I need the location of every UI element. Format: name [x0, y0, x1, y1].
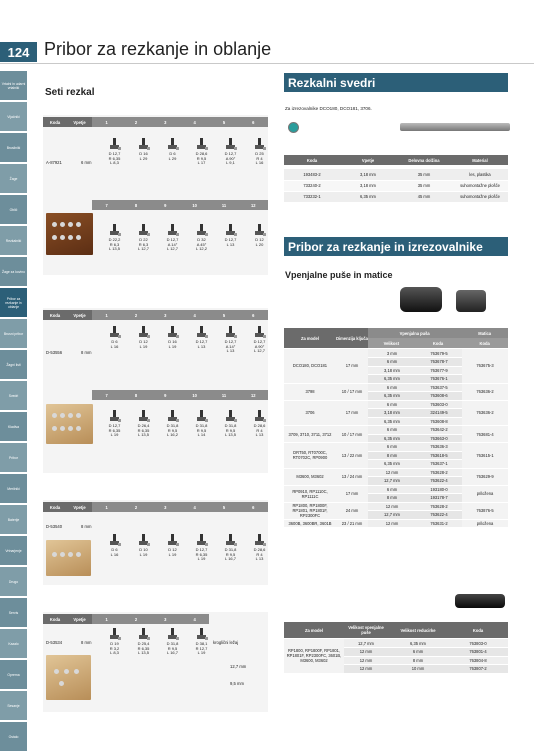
router-bit-icon — [225, 224, 237, 236]
bit-dimension: D 22 — [139, 237, 148, 242]
router-bit-profile — [216, 224, 245, 252]
router-bit-icon — [109, 224, 121, 236]
sidebar-tab[interactable] — [0, 628, 27, 658]
table-row: 193483-2 3,18 mm 35 mm les, plastika — [284, 169, 508, 180]
bits-table-body — [284, 169, 508, 203]
bit-dimension: R 4 — [256, 155, 263, 161]
bit-dimension: D 12,7 — [108, 151, 121, 156]
table-row: 6,35 mm 763608-8 — [284, 417, 508, 426]
router-bit-set-photo — [46, 540, 91, 576]
router-bit-profile — [216, 138, 245, 166]
router-bit-profile — [216, 410, 245, 438]
bit-dimension: L 19 — [197, 650, 206, 656]
sidebar-tab-label: Žage — [9, 176, 18, 181]
router-bit-icon — [225, 326, 237, 338]
table-row: 8 mm 763618-5 — [284, 451, 508, 460]
bit-dimension: L 13,5 — [138, 432, 149, 438]
bit-dimension: L 8,3 — [110, 650, 119, 656]
router-bit-icon — [196, 138, 208, 150]
sidebar-tab-label: Vrtalni in udarni vrtalniki — [1, 81, 26, 90]
table-row: RP1800, RP1800F, RP1801, RP1801F, RP2300FC, 3601B, M3600, M3602 12,7 mm 6,35 mm 763803-0 — [284, 639, 508, 648]
table-row: M3600, M3602 13 / 24 mm 12 mm 763628-2 763629-9 — [284, 468, 508, 477]
page-title: Pribor za rezkanje in oblanje — [44, 39, 272, 59]
table-row: 6,35 mm 763608-6 — [284, 392, 508, 401]
router-bit-profile — [245, 410, 274, 438]
profile-row — [100, 326, 274, 354]
router-bit-profile — [158, 410, 187, 438]
section-note: Za izrezovalnike DCO180, DCO181, 3706. — [285, 106, 372, 111]
bit-dimension: L 12,7 — [167, 246, 178, 252]
router-bit-profile — [187, 138, 216, 166]
bit-dimension: L 12,7 — [138, 246, 149, 252]
sidebar-nav — [0, 70, 28, 755]
router-bit-profile — [129, 628, 158, 656]
bit-dimension: R 6,3 — [138, 241, 149, 247]
sidebar-tab[interactable] — [0, 380, 27, 410]
router-bit-profile — [100, 224, 129, 252]
router-bit-profile — [100, 138, 129, 166]
router-bit-profile — [187, 410, 216, 438]
sidebar-tab[interactable] — [0, 163, 27, 193]
bit-dimension: L 19 — [168, 343, 177, 349]
sidebar-tab-label: Oprema — [7, 672, 20, 677]
sidebar-tab-label: Oblič — [9, 207, 18, 212]
router-bit-icon — [196, 224, 208, 236]
bit-dimension: D 10 — [139, 547, 148, 552]
bit-dimension: A 14° — [167, 241, 178, 247]
table-row: 3,18 mm 324149-5 — [284, 409, 508, 418]
collet-table-body — [284, 349, 508, 528]
bit-dimension: L 13,5 — [138, 650, 149, 656]
router-bit-icon — [167, 410, 179, 422]
table-row: 6 mm 763678-7 — [284, 358, 508, 367]
set-shank: 8 mm — [81, 524, 92, 529]
set-code: D-53556 — [46, 350, 63, 355]
sidebar-tab[interactable] — [0, 318, 27, 348]
nut-image — [456, 290, 486, 312]
bit-dimension: D 25 — [255, 151, 264, 156]
sidebar-tab[interactable] — [0, 659, 27, 689]
bit-dimension: L 19 — [139, 343, 148, 349]
drill-bit-image — [400, 123, 510, 131]
table-header: Koda Vpetje 1 2 3 4 5 6 — [43, 502, 268, 512]
sidebar-tab-label: Ostalo — [8, 734, 19, 739]
table-row: 8 mm 193178-7 — [284, 494, 508, 503]
router-bit-icon — [138, 326, 150, 338]
bit-dimension: A 45° — [196, 241, 207, 247]
sidebar-tab-label: Rezkalniki — [5, 238, 22, 243]
sidebar-tab-label: Servis — [8, 610, 19, 615]
bit-dimension: D 12,7 — [195, 339, 208, 344]
router-bit-icon — [196, 410, 208, 422]
bit-dimension: L 20 — [255, 241, 264, 247]
bit-dimension: R 4 — [256, 427, 263, 433]
router-bit-profile — [129, 138, 158, 166]
table-row: DRT50, RT0700C, RT0702C, RP0900 13 / 22 mm 6 mm 763636-3 763615-1 — [284, 443, 508, 452]
bit-dimension: R 6,35 — [195, 551, 208, 557]
table-row: 6,35 mm 763676-1 — [284, 375, 508, 384]
section-subhead: Vpenjalne puše in matice — [285, 270, 393, 280]
router-bit-profile — [158, 224, 187, 252]
title-divider — [0, 63, 534, 64]
router-bit-icon — [167, 138, 179, 150]
bit-dimension: D 16 — [139, 151, 148, 156]
bit-dimension: D 6 — [169, 151, 176, 156]
bit-dimension: D 12,7 — [224, 339, 237, 344]
router-bit-profile — [187, 534, 216, 562]
table-row: 733232-1 6,35 mm 45 mm suhomontažne plošče — [284, 191, 508, 202]
router-bit-icon — [109, 628, 121, 640]
table-row: 6,35 mm 763637-1 — [284, 460, 508, 469]
bearing-label: kroglični ležaj — [213, 640, 239, 645]
sidebar-tab[interactable] — [0, 690, 27, 720]
sidebar-tab[interactable] — [0, 566, 27, 596]
bit-dimension: D 31,8 — [195, 423, 208, 428]
router-bit-icon — [109, 534, 121, 546]
router-bit-profile — [129, 534, 158, 562]
bit-dimension: L 13 — [226, 348, 235, 354]
set-code: A-87921 — [46, 160, 62, 165]
section-banner: Pribor za rezkanje in izrezovalnike — [284, 237, 508, 256]
bit-dimension: L 17 — [197, 160, 206, 166]
bit-dimension: D 31,8 — [224, 547, 237, 552]
router-bit-icon — [109, 326, 121, 338]
router-bit-icon — [254, 138, 266, 150]
router-bit-profile — [216, 326, 245, 354]
bit-dimension: R 12,7 — [195, 645, 208, 651]
router-bit-profile — [129, 224, 158, 252]
material-swatch — [288, 122, 299, 133]
page-number: 124 — [0, 42, 37, 62]
sidebar-tab-label: Baterije — [7, 517, 20, 522]
bit-dimension: L 9,1 — [226, 160, 235, 166]
router-bit-icon — [196, 628, 208, 640]
router-bit-icon — [225, 410, 237, 422]
sidebar-tab[interactable] — [0, 349, 27, 379]
table-row: 3600B, 3600BR, 3601B 23 / 21 mm 12 mm 763631-2 priložena — [284, 519, 508, 528]
bit-dimension: D 28,6 — [253, 547, 266, 552]
bit-dimension: L 16 — [110, 343, 119, 349]
router-bit-set-photo — [46, 404, 93, 444]
sidebar-tab[interactable] — [0, 721, 27, 751]
bit-dimension: D 28,6 — [195, 151, 208, 156]
router-bit-profile — [158, 326, 187, 354]
bit-dimension: L 12,2 — [196, 246, 207, 252]
bit-dimension: D 16 — [168, 339, 177, 344]
router-bit-icon — [167, 628, 179, 640]
router-bit-icon — [196, 534, 208, 546]
router-bit-profile — [187, 224, 216, 252]
router-bit-icon — [254, 410, 266, 422]
sidebar-tab[interactable] — [0, 225, 27, 255]
bit-dimension: D 12 — [255, 237, 264, 242]
sidebar-tab-label: Drugo — [8, 579, 19, 584]
collet-image — [400, 287, 442, 312]
bit-dimension: L 16,7 — [167, 650, 178, 656]
bit-dimension: D 12 — [168, 547, 177, 552]
bit-dimension: L 8,3 — [110, 160, 119, 166]
router-bit-icon — [138, 224, 150, 236]
sidebar-tab-label: Kazalo — [8, 641, 19, 646]
bit-dimension: D 12,7 — [195, 547, 208, 552]
set-shank: 6 mm — [81, 160, 92, 165]
router-bit-icon — [138, 410, 150, 422]
router-bit-icon — [167, 534, 179, 546]
table-subheader: 7 8 9 10 11 12 — [92, 390, 268, 400]
bit-dimension: L 29 — [139, 155, 148, 161]
table-header: Koda Vpetje 1 2 3 4 5 6 — [43, 117, 268, 127]
set-code: D-53534 — [46, 640, 63, 645]
router-bit-profile — [245, 326, 274, 354]
bit-dimension: D 26,4 — [137, 423, 150, 428]
router-bit-profile — [245, 534, 274, 562]
collet-table-header: Za model Dimenzija ključa Vpenjalna puša Matica Velikost Koda Koda — [284, 328, 508, 348]
sidebar-tab[interactable] — [0, 70, 27, 100]
bit-dimension: D 25,4 — [137, 641, 150, 646]
profile-row — [100, 410, 274, 438]
router-bit-icon — [167, 326, 179, 338]
router-bit-profile — [129, 326, 158, 354]
sidebar-tab[interactable] — [0, 411, 27, 441]
bit-dimension: D 22,2 — [108, 237, 121, 242]
sidebar-tab[interactable] — [0, 473, 27, 503]
bit-dimension: L 19 — [168, 551, 177, 557]
table-row: 12 mm 6 mm 763801-4 — [284, 648, 508, 657]
router-bit-icon — [254, 326, 266, 338]
router-bit-icon — [196, 326, 208, 338]
sidebar-tab[interactable] — [0, 597, 27, 627]
router-bit-icon — [138, 534, 150, 546]
sidebar-tab[interactable] — [0, 287, 27, 317]
router-bit-profile — [187, 628, 216, 656]
bit-dimension: D 12,7 — [166, 237, 179, 242]
sidebar-tab-label: Pribor — [8, 455, 19, 460]
bit-dimension: L 16,2 — [167, 432, 178, 438]
bit-dimension: R 6,35 — [108, 427, 121, 433]
table-row: DCO180, DCO181 17 mm 3 mm 763679-5 763675-3 — [284, 349, 508, 358]
bit-dimension: D 12,7 — [224, 237, 237, 242]
bit-dimension: L 13,5 — [225, 432, 236, 438]
bit-dimension: R 9,5 — [196, 427, 207, 433]
bit-dimension: A 90° — [254, 343, 265, 349]
section-banner: Rezkalni svedri — [284, 73, 508, 92]
bit-dimension: D 31,8 — [224, 423, 237, 428]
reducer-image — [455, 594, 505, 608]
router-bit-icon — [138, 628, 150, 640]
bearing-dim: 9,5 mm — [230, 681, 244, 686]
router-bit-icon — [254, 534, 266, 546]
bit-dimension: L 13 — [255, 556, 264, 562]
bit-dimension: L 19 — [110, 432, 119, 438]
set-shank: 8 mm — [81, 640, 92, 645]
table-row: 12,7 mm 763622-4 — [284, 477, 508, 486]
bit-dimension: R 4 — [256, 551, 263, 557]
router-bit-profile — [129, 410, 158, 438]
reducer-table-body — [284, 639, 508, 674]
sidebar-tab-label: Brusilniki — [6, 145, 21, 150]
sidebar-tab[interactable] — [0, 256, 27, 286]
bit-dimension: L 13 — [197, 343, 206, 349]
set-code: D-53540 — [46, 524, 63, 529]
bit-dimension: D 19 — [110, 641, 119, 646]
bit-dimension: L 13,5 — [109, 246, 120, 252]
bit-dimension: R 9,5 — [225, 427, 236, 433]
router-bit-set-photo — [46, 655, 91, 700]
bit-dimension: L 16 — [110, 551, 119, 557]
router-bit-icon — [167, 224, 179, 236]
bit-dimension: L 19 — [197, 556, 206, 562]
router-bit-profile — [100, 534, 129, 562]
sidebar-tab-label: Merilniki — [7, 486, 20, 491]
section-title: Seti rezkal — [45, 87, 95, 98]
profile-row — [100, 628, 216, 656]
router-bit-profile — [187, 326, 216, 354]
set-shank: 8 mm — [81, 350, 92, 355]
profile-row — [100, 534, 274, 562]
bit-dimension: D 38,1 — [195, 641, 208, 646]
bit-dimension: R 9,5 — [196, 155, 207, 161]
sidebar-tab[interactable] — [0, 132, 27, 162]
bit-dimension: R 3,2 — [109, 645, 120, 651]
sidebar-tab-label: Svedri — [8, 393, 19, 398]
router-bit-icon — [138, 138, 150, 150]
sidebar-tab-label: Pribor za rezkanje in oblanje — [5, 296, 22, 309]
table-row: 12 mm 10 mm 763807-2 — [284, 665, 508, 674]
router-bit-profile — [100, 410, 129, 438]
router-bit-icon — [225, 534, 237, 546]
bit-dimension: D 31,8 — [166, 641, 179, 646]
bit-dimension: A 90° — [225, 155, 236, 161]
table-row: 733240-2 3,18 mm 35 mm suhomontažne plošče — [284, 180, 508, 191]
sidebar-tab[interactable] — [0, 442, 27, 472]
bit-dimension: R 6,3 — [109, 241, 120, 247]
bearing-dim: 12,7 mm — [230, 664, 247, 669]
bit-dimension: D 12,7 — [253, 339, 266, 344]
sidebar-tab-label: Kladiva — [7, 424, 20, 429]
bit-dimension: D 12,7 — [108, 423, 121, 428]
router-bit-icon — [254, 224, 266, 236]
profile-row — [100, 224, 274, 252]
sidebar-tab[interactable] — [0, 101, 27, 131]
sidebar-tab[interactable] — [0, 504, 27, 534]
sidebar-tab-label: Vrtnarjenje — [5, 548, 22, 553]
table-row: 3798 10 / 17 mm 6 mm 763637-5 763636-2 — [284, 383, 508, 392]
bit-dimension: L 16,7 — [225, 556, 236, 562]
router-bit-profile — [158, 534, 187, 562]
bit-dimension: L 16 — [255, 160, 264, 166]
bit-dimension: D 12 — [139, 339, 148, 344]
bit-dimension: A 14° — [225, 343, 236, 349]
router-bit-icon — [109, 138, 121, 150]
table-row: 3709, 3710, 3711, 3712 10 / 17 mm 6 mm 763642-2 763681-4 — [284, 426, 508, 435]
profile-row — [100, 138, 274, 166]
bit-dimension: D 12,7 — [224, 151, 237, 156]
bit-dimension: R 6,35 — [137, 427, 150, 433]
table-row: RP1800, RP1800F, RP1801, RP1801F, RP2300FC 24 mm 12 mm 763628-2 763876-5 — [284, 502, 508, 511]
sidebar-tab-label: Žage za kovino — [2, 269, 25, 274]
table-header: Koda Vpetje 1 2 3 4 5 6 — [43, 310, 268, 320]
router-bit-profile — [100, 628, 129, 656]
bit-dimension: D 28,6 — [253, 423, 266, 428]
bit-dimension: L 13 — [226, 241, 235, 247]
sidebar-tab-label: Žagni listi — [6, 362, 21, 367]
table-subheader: 7 8 9 10 11 12 — [92, 200, 268, 210]
bit-dimension: L 13 — [255, 432, 264, 438]
table-row: 6,35 mm 763663-0 — [284, 434, 508, 443]
router-bit-icon — [109, 410, 121, 422]
bits-table: Koda Vpetje Delovna dolžina Material — [284, 155, 508, 165]
sidebar-tab-label: Vijačniki — [7, 114, 20, 119]
reducer-table-header: Za model Velikost vpenjalne puše Velikost reducirke Koda — [284, 622, 508, 638]
sidebar-tab[interactable] — [0, 194, 27, 224]
sidebar-tab[interactable] — [0, 535, 27, 565]
router-bit-set-photo — [46, 213, 93, 255]
bit-dimension: D 31,8 — [166, 423, 179, 428]
router-bit-profile — [216, 534, 245, 562]
sidebar-tab-label: Brusni pribor — [3, 331, 24, 336]
bit-dimension: L 29 — [168, 155, 177, 161]
bit-dimension: D 6 — [111, 339, 118, 344]
bit-dimension: R 9,5 — [225, 551, 236, 557]
table-row: 12,7 mm 763622-4 — [284, 511, 508, 520]
router-bit-icon — [225, 138, 237, 150]
router-bit-profile — [245, 138, 274, 166]
table-row: 3,18 mm 763677-9 — [284, 366, 508, 375]
router-bit-profile — [245, 224, 274, 252]
bit-dimension: R 9,5 — [167, 427, 178, 433]
bit-dimension: L 14 — [197, 432, 206, 438]
bit-dimension: R 6,35 — [108, 155, 121, 161]
router-bit-profile — [100, 326, 129, 354]
sidebar-tab-label: Sesanje — [7, 703, 20, 708]
bit-dimension: R 6,35 — [137, 645, 150, 651]
table-row: 3706 17 mm 6 mm 763603-0 763636-2 — [284, 400, 508, 409]
router-bit-profile — [158, 138, 187, 166]
table-row: 12 mm 8 mm 763804-8 — [284, 656, 508, 665]
router-bit-profile — [158, 628, 187, 656]
table-header: Koda Vpetje 1 2 3 4 — [43, 614, 268, 624]
bit-dimension: R 9,5 — [167, 645, 178, 651]
bit-dimension: D 32 — [197, 237, 206, 242]
bit-dimension: D 6 — [111, 547, 118, 552]
bit-dimension: L 19 — [139, 551, 148, 557]
table-row: RP0910, RP1110C, RP1111C 17 mm 6 mm 193180-0 priložena — [284, 485, 508, 494]
bit-dimension: L 12,7 — [254, 348, 265, 354]
